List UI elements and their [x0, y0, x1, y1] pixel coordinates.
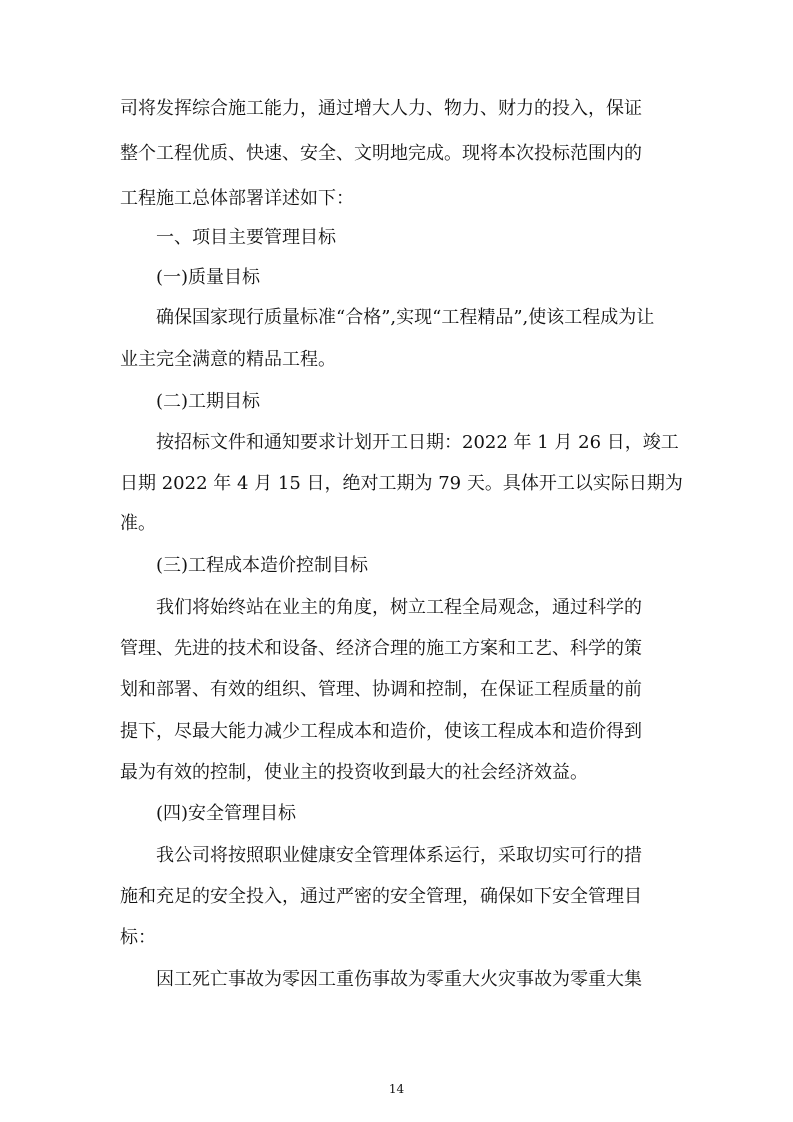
body-text-line: 工程施工总体部署详述如下： [120, 188, 354, 209]
subsection-heading: (三)工程成本造价控制目标 [156, 555, 369, 576]
body-text-line: 整个工程优质、快速、安全、文明地完成。现将本次投标范围内的 [120, 143, 642, 164]
body-text-line: 我们将始终站在业主的角度，树立工程全局观念，通过科学的 [156, 597, 642, 618]
subsection-heading: (二)工期目标 [156, 391, 261, 412]
body-text-line: 最为有效的控制，使业主的投资收到最大的社会经济效益。 [120, 762, 588, 783]
body-text-line: 提下，尽最大能力减少工程成本和造价，使该工程成本和造价得到 [120, 721, 642, 742]
body-text-line: 确保国家现行质量标准“合格”,实现“工程精品”,使该工程成为让 [156, 307, 655, 328]
body-text-line: 管理、先进的技术和设备、经济合理的施工方案和工艺、科学的策 [120, 638, 642, 659]
section-heading: 一、项目主要管理目标 [156, 227, 336, 248]
body-text-line: 准。 [120, 513, 156, 534]
body-text-line: 业主完全满意的精品工程。 [120, 349, 336, 370]
body-text-line: 日期 2022 年 4 月 15 日，绝对工期为 79 天。具体开工以实际日期为 [120, 473, 683, 494]
body-text-line: 施和充足的安全投入，通过严密的安全管理，确保如下安全管理目 [120, 886, 642, 907]
page-number: 14 [388, 1082, 405, 1096]
body-text-line: 标： [120, 927, 156, 948]
subsection-heading: (一)质量目标 [156, 267, 261, 288]
body-text-line: 我公司将按照职业健康安全管理体系运行，采取切实可行的措 [156, 845, 642, 866]
body-text-line: 司将发挥综合施工能力，通过增大人力、物力、财力的投入，保证 [120, 98, 642, 119]
subsection-heading: (四)安全管理目标 [156, 803, 297, 824]
body-text-line: 划和部署、有效的组织、管理、协调和控制，在保证工程质量的前 [120, 679, 642, 700]
body-text-line: 按招标文件和通知要求计划开工日期：2022 年 1 月 26 日，竣工 [156, 432, 679, 453]
body-text-line: 因工死亡事故为零因工重伤事故为零重大火灾事故为零重大集 [156, 969, 642, 990]
